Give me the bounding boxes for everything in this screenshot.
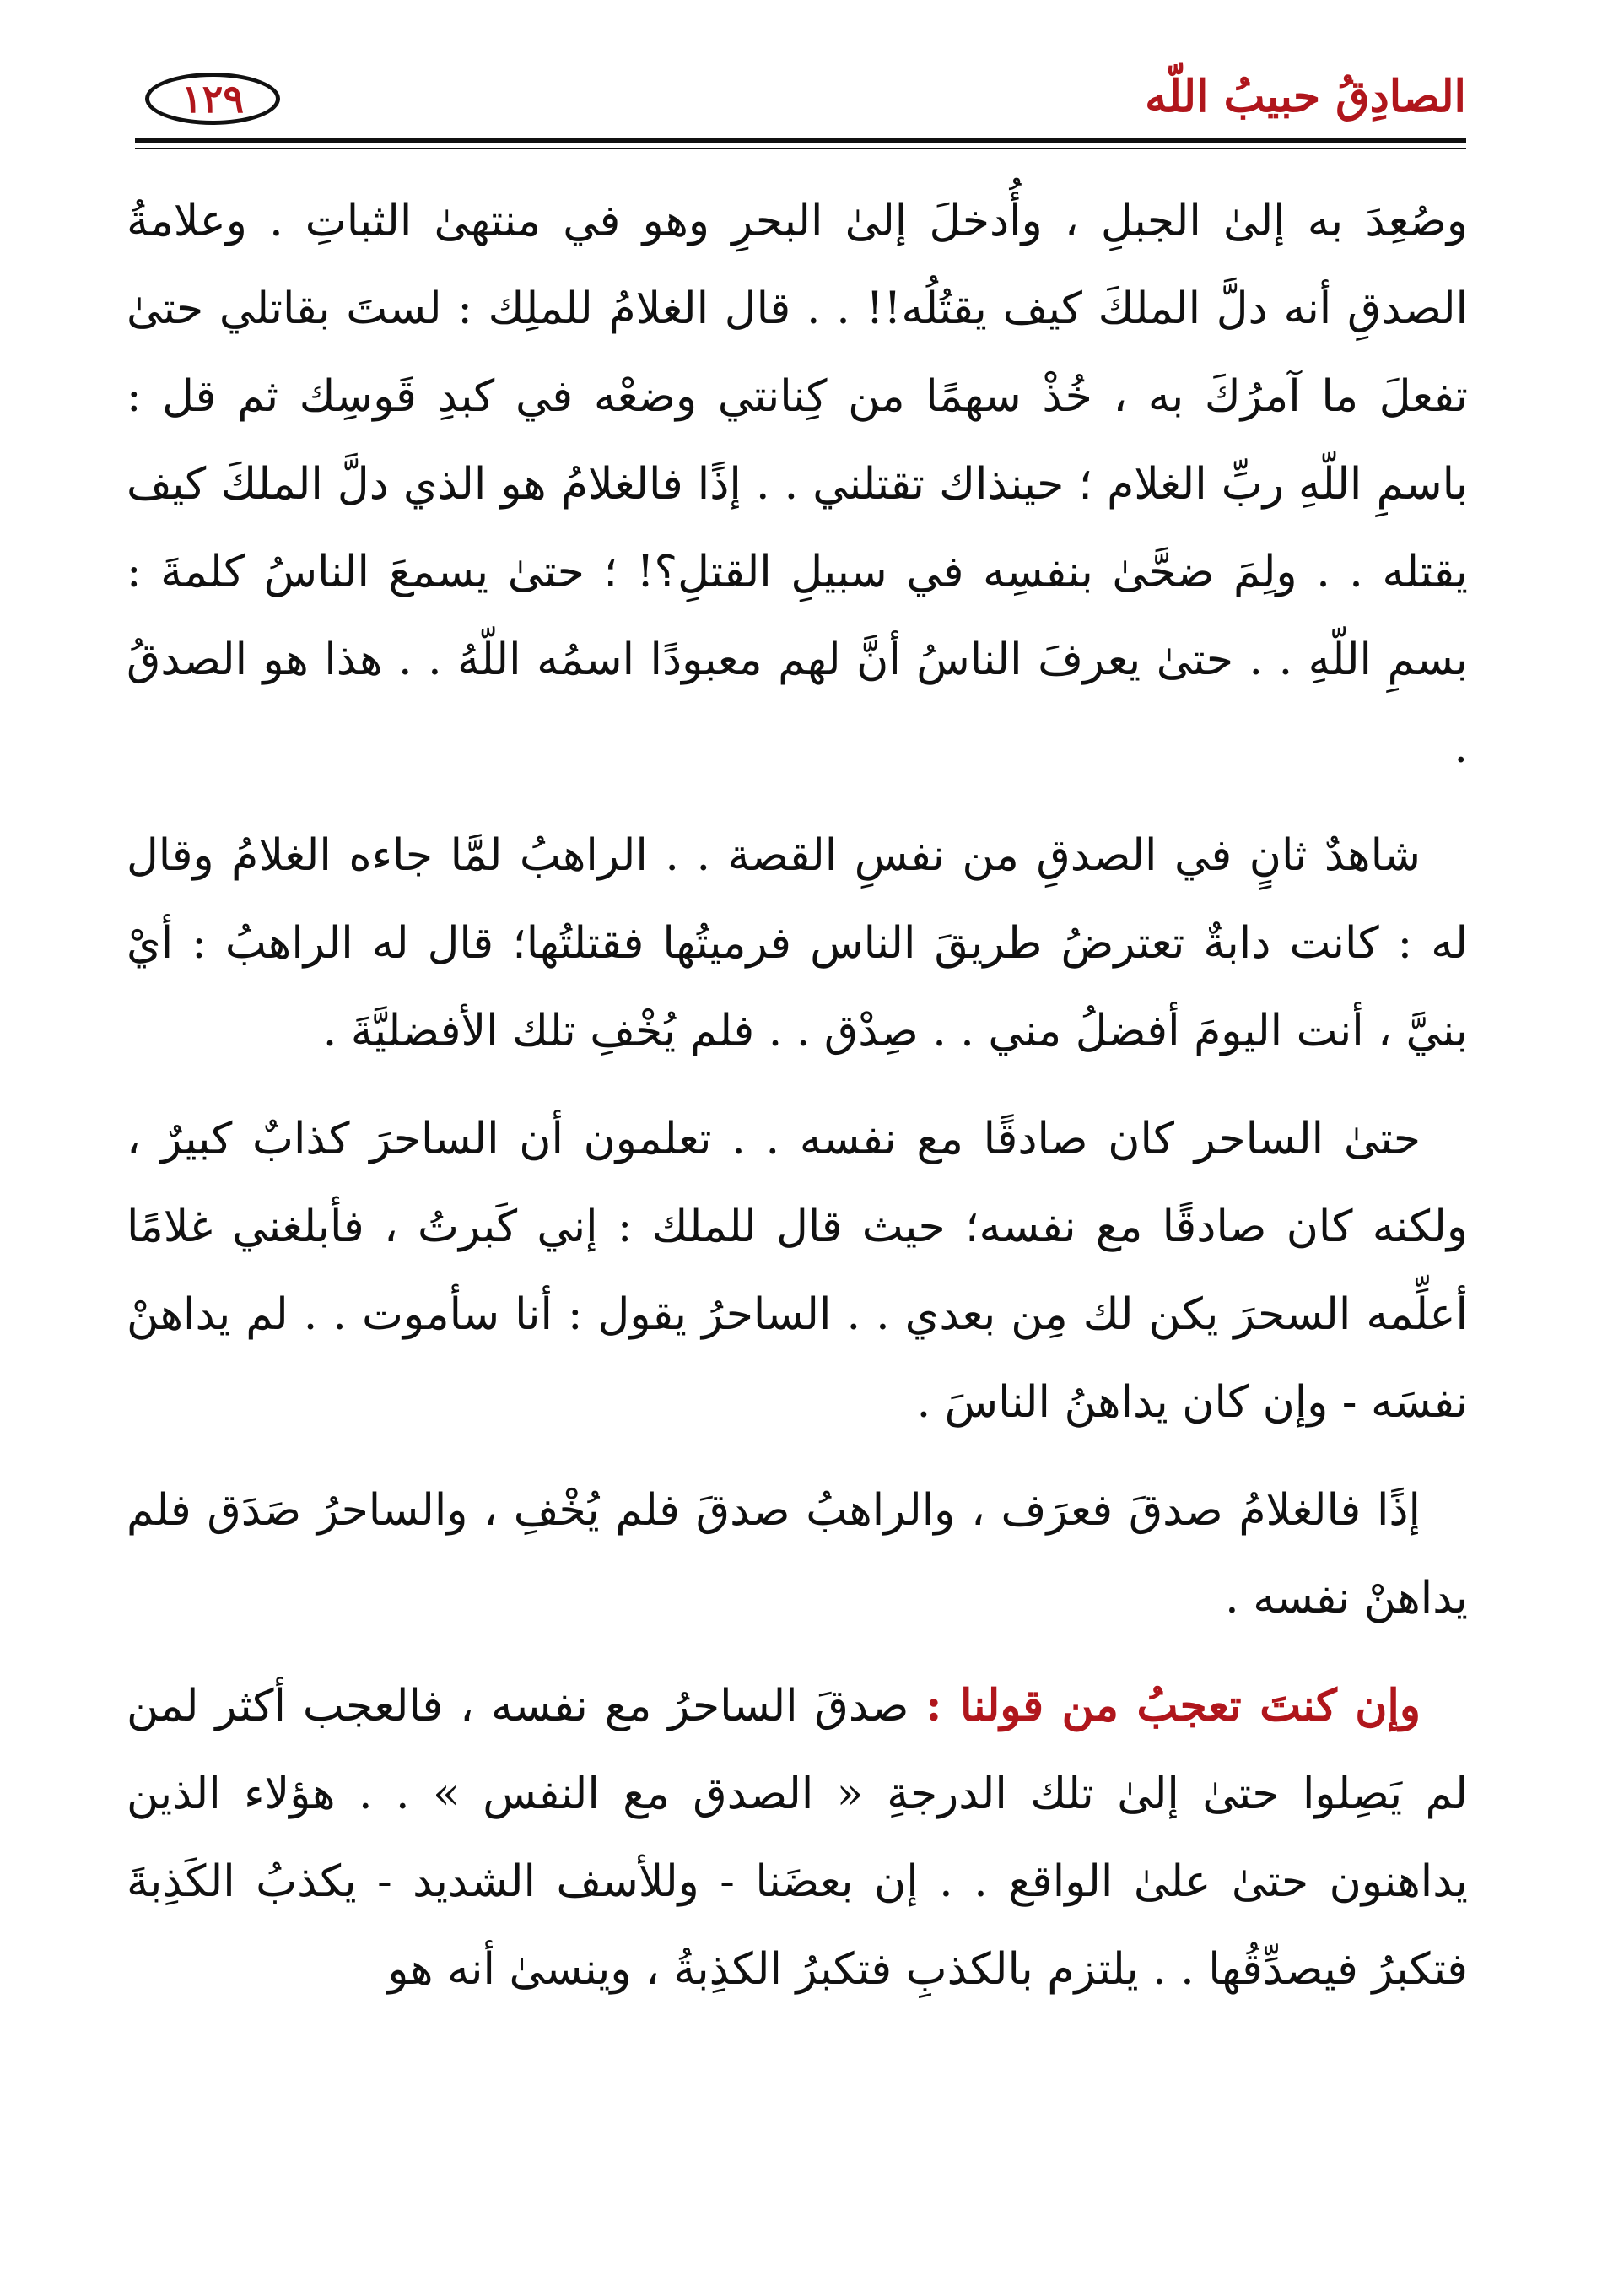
paragraph-1: وصُعِدَ به إلىٰ الجبلِ ، وأُدخلَ إلىٰ البحرِ وهو في منتهىٰ الثباتِ . وعلامةُ الصدقِ أنه دلَّ الملكَ كيف يقتُلُه!! . . قال الغلامُ للملِك : لستَ بقاتلي حتىٰ تفعلَ ما آمرُكَ به ، خُذْ سهمًا من كِنانتي وضعْه في كبدِ قَوسِك ثم قل : باسمِ اللّهِ ربِّ الغلام ؛ حينذاك تقتلني . . إذًا فالغلامُ هو الذي دلَّ الملكَ كيف يقتله . . ولِمَ ضحَّىٰ بنفسِه في سبيلِ القتلِ؟! ؛ حتىٰ يسمعَ الناسُ كلمةَ : بسمِ اللّهِ . . حتىٰ يعرفَ الناسُ أنَّ لهم معبودًا اسمُه اللّهُ . . هذا هو الصدقُ . — [127, 196, 1468, 773]
paragraph-5-text: صدقَ الساحرُ مع نفسه ، فالعجب أكثر لمن لم يَصِلوا حتىٰ إلىٰ تلك الدرجةِ « الصدق مع النفس » . . هؤلاء الذين يداهنون حتىٰ علىٰ الواقع . . إن بعضَنا - وللأسف الشديد - يكذبُ الكَذِبةَ فتكبرُ فيصدِّقُها . . يلتزم بالكذبِ فتكبرُ الكذِبةُ ، وينسىٰ أنه هو — [127, 1681, 1468, 1995]
paragraph-4: إذًا فالغلامُ صدقَ فعرَف ، والراهبُ صدقَ فلم يُخْفِ ، والساحرُ صَدَق فلم يداهنْ نفسه . — [127, 1485, 1468, 1623]
paragraph-2: شاهدٌ ثانٍ في الصدقِ من نفسِ القصة . . الراهبُ لمَّا جاءه الغلامُ وقال له : كانت دابةٌ تعترضُ طريقَ الناس فرميتُها فقتلتُها؛ قال له الراهبُ : أيْ بنيَّ ، أنت اليومَ أفضلُ مني . . صِدْق . . فلم يُخْفِ تلك الأفضليَّةَ . — [127, 830, 1468, 1056]
running-title: الصادِقُ حبيبُ اللّه — [1145, 71, 1466, 122]
page-header — [135, 68, 1466, 135]
body-text — [127, 177, 1468, 2034]
header-rule-thick — [135, 138, 1466, 143]
paragraph-3: حتىٰ الساحر كان صادقًا مع نفسه . . تعلمون أن الساحرَ كذابٌ كبيرٌ ، ولكنه كان صادقًا مع نفسه؛ حيث قال للملك : إني كَبرتُ ، فأبلغني غلامًا أعلِّمه السحرَ يكن لك مِن بعدي . . الساحرُ يقول : أنا سأموت . . لم يداهنْ نفسَه - وإن كان يداهنُ الناسَ . — [127, 1114, 1468, 1428]
paragraph-5 — [127, 1662, 1468, 2013]
header-rule-thin — [135, 148, 1466, 149]
paragraph-5-lead: وإن كنتَ تعجبُ من قولنا : — [925, 1680, 1421, 1731]
page-number-badge: ١٢٩ — [145, 73, 280, 125]
